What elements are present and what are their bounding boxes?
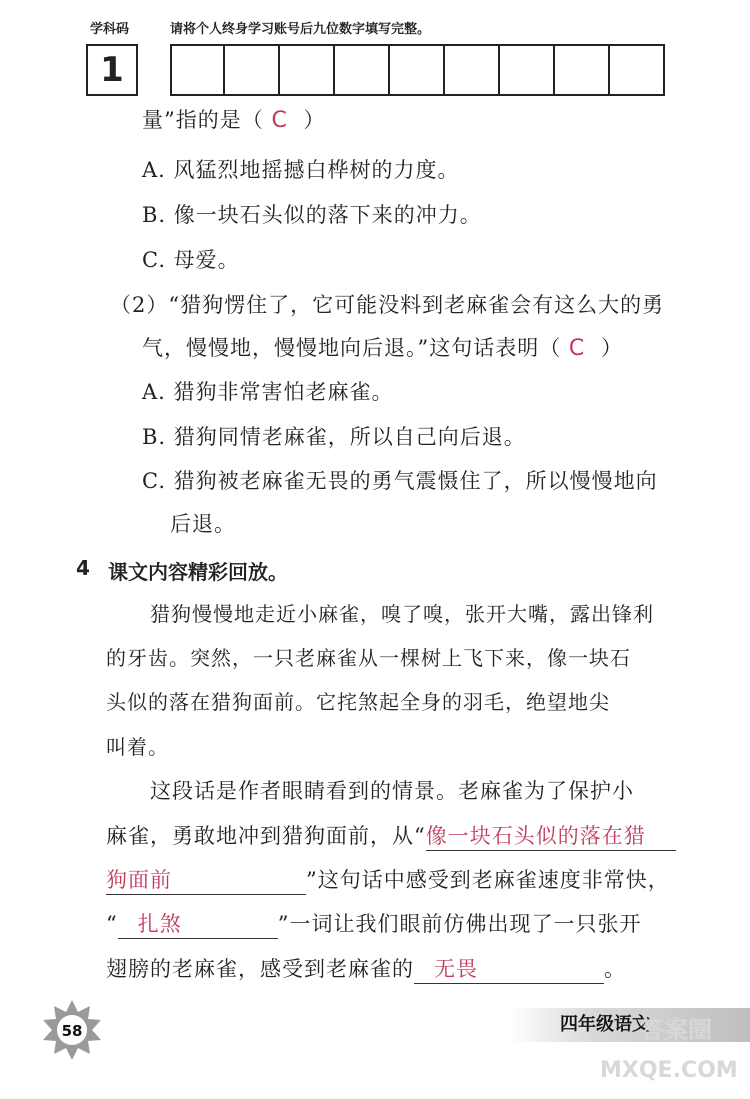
digit-box[interactable]: [280, 44, 335, 96]
account-digit-boxes[interactable]: [170, 44, 665, 96]
digit-box[interactable]: [555, 44, 610, 96]
page-number-badge: [40, 998, 104, 1062]
q4-blank3[interactable]: 无畏: [414, 955, 604, 984]
digit-box[interactable]: [225, 44, 280, 96]
q3-option-a: A. 风猛烈地摇撼白桦树的力度。: [142, 158, 460, 182]
q3-part2-option-c: C. 猎狗被老麻雀无畏的勇气震慑住了，所以慢慢地向: [142, 469, 658, 493]
q4-passage-line: 的牙齿。突然，一只老麻雀从一棵树上飞下来，像一块石: [106, 646, 631, 670]
q4-text-line1: 这段话是作者眼睛看到的情景。老麻雀为了保护小: [150, 779, 634, 803]
watermark-url: MXQE.COM: [600, 1058, 738, 1083]
q4-number: 4: [76, 556, 90, 580]
q3-part2-line1: （2）“猎狗愣住了，它可能没料到老麻雀会有这么大的勇: [110, 293, 665, 317]
digit-box[interactable]: [335, 44, 390, 96]
q3-part2-option-a: A. 猎狗非常害怕老麻雀。: [142, 380, 394, 404]
q4-text-line2: 麻雀，勇敢地冲到猎狗面前，从“像一块石头似的落在猎: [106, 822, 676, 851]
q4-text-line5: 翅膀的老麻雀，感受到老麻雀的 无畏 。: [106, 955, 626, 984]
digit-box[interactable]: [500, 44, 555, 96]
grade-subject-label: 四年级语文: [560, 1014, 650, 1035]
page-number: 58: [61, 1022, 83, 1040]
q3-option-b: B. 像一块石头似的落下来的冲力。: [142, 203, 482, 227]
q4-text-line3: 狗面前 ”这句话中感受到老麻雀速度非常快，: [106, 866, 670, 895]
q3-part2-option-c-cont: 后退。: [170, 512, 236, 536]
digit-box[interactable]: [610, 44, 665, 96]
digit-box[interactable]: [170, 44, 225, 96]
q3-stem-tail: 量”指的是（ C ）: [142, 108, 326, 133]
q3-answer: C: [271, 108, 288, 133]
q3-part2-answer: C: [568, 336, 586, 361]
subject-code-box: 1: [86, 44, 138, 96]
q4-blank1[interactable]: 像一块石头似的落在猎: [426, 822, 676, 851]
q4-blank1-cont[interactable]: 狗面前: [106, 866, 306, 895]
q3-option-c: C. 母爱。: [142, 248, 240, 272]
watermark-logo: 答案圈: [640, 1016, 712, 1044]
q3-part2-line2: 气，慢慢地，慢慢地向后退。”这句话表明（ C ）: [142, 336, 623, 361]
account-instruction: 请将个人终身学习账号后九位数字填写完整。: [170, 22, 431, 37]
digit-box[interactable]: [445, 44, 500, 96]
q3-part2-option-b: B. 猎狗同情老麻雀，所以自己向后退。: [142, 425, 526, 449]
q4-text-line4: “ 扎煞 ”一词让我们眼前仿佛出现了一只张开: [106, 910, 641, 939]
q4-blank2[interactable]: 扎煞: [118, 910, 278, 939]
digit-box[interactable]: [390, 44, 445, 96]
q4-passage-line: 猎狗慢慢地走近小麻雀，嗅了嗅，张开大嘴，露出锋利: [150, 602, 654, 626]
subject-code-label: 学科码: [90, 22, 130, 37]
q4-passage-line: 叫着。: [106, 735, 169, 759]
q4-title: 课文内容精彩回放。: [108, 560, 288, 584]
q4-passage-line: 头似的落在猎狗面前。它挓煞起全身的羽毛，绝望地尖: [106, 690, 610, 714]
